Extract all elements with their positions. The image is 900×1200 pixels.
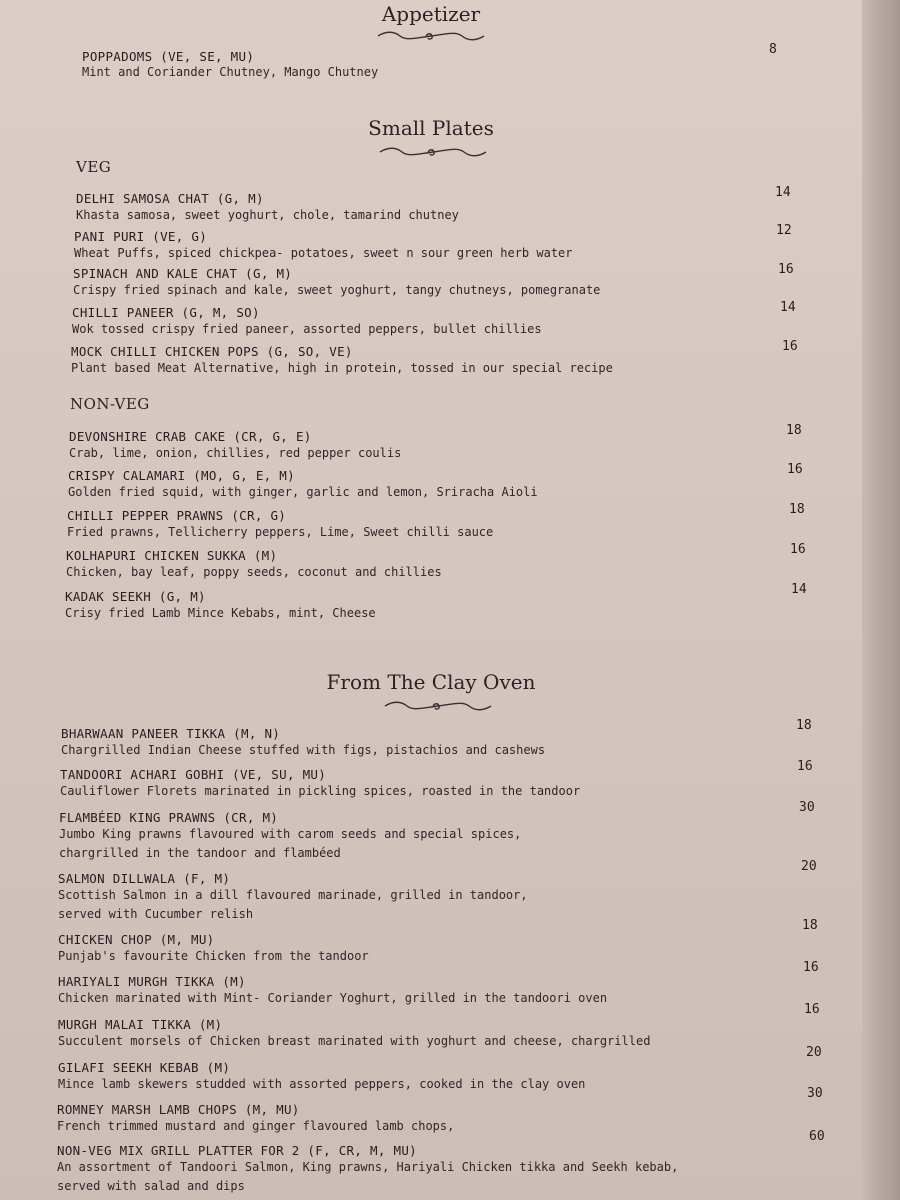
item-name: BHARWAAN PANEER TIKKA (M, N)	[61, 726, 281, 741]
menu-item	[59, 810, 849, 863]
item-name: SALMON DILLWALA (F, M)	[58, 871, 231, 886]
item-price: 20	[806, 1045, 822, 1060]
item-description: served with Cucumber relish	[58, 907, 254, 921]
item-description: Crispy fried spinach and kale, sweet yoghurt, tangy chutneys, pomegranate	[73, 283, 601, 297]
section-title-clay-oven: From The Clay Oven	[326, 670, 536, 694]
menu-item	[58, 1017, 848, 1051]
item-description: Fried prawns, Tellicherry peppers, Lime, Sweet chilli sauce	[67, 525, 494, 539]
item-price: 14	[775, 185, 791, 200]
item-name: POPPADOMS (VE, SE, MU)	[82, 49, 255, 64]
item-description: French trimmed mustard and ginger flavoured lamb chops,	[57, 1119, 455, 1133]
flourish-divider	[383, 700, 493, 712]
item-description: Plant based Meat Alternative, high in protein, tossed in our special recipe	[71, 361, 613, 375]
item-price: 30	[807, 1086, 823, 1101]
item-description: Cauliflower Florets marinated in pickling spices, roasted in the tandoor	[60, 784, 581, 798]
item-description: Punjab's favourite Chicken from the tandoor	[58, 949, 369, 963]
item-price: 18	[786, 423, 802, 438]
item-price: 16	[803, 960, 819, 975]
item-name: SPINACH AND KALE CHAT (G, M)	[73, 266, 293, 281]
item-description: Chargrilled Indian Cheese stuffed with figs, pistachios and cashews	[61, 743, 546, 757]
item-price: 18	[796, 718, 812, 733]
item-price: 16	[797, 759, 813, 774]
item-name: CHICKEN CHOP (M, MU)	[58, 932, 215, 947]
item-name: DEVONSHIRE CRAB CAKE (CR, G, E)	[69, 429, 312, 444]
menu-item	[68, 468, 858, 502]
menu-item	[58, 871, 848, 924]
item-description: Crab, lime, onion, chillies, red pepper coulis	[69, 446, 402, 460]
item-description: chargrilled in the tandoor and flambéed	[59, 846, 341, 860]
item-name: MURGH MALAI TIKKA (M)	[58, 1017, 223, 1032]
menu-item	[74, 229, 862, 263]
menu-item	[67, 508, 857, 542]
menu-item	[58, 974, 848, 1008]
flourish-divider	[376, 30, 486, 42]
item-description: Wheat Puffs, spiced chickpea- potatoes, sweet n sour green herb water	[74, 246, 573, 260]
item-price: 16	[782, 339, 798, 354]
item-description: Scottish Salmon in a dill flavoured marinade, grilled in tandoor,	[58, 888, 528, 902]
item-description: Khasta samosa, sweet yoghurt, chole, tamarind chutney	[76, 208, 459, 222]
item-description: Mince lamb skewers studded with assorted peppers, cooked in the clay oven	[58, 1077, 586, 1091]
item-name: GILAFI SEEKH KEBAB (M)	[58, 1060, 231, 1075]
item-name: ROMNEY MARSH LAMB CHOPS (M, MU)	[57, 1102, 300, 1117]
menu-item	[57, 1102, 847, 1136]
item-price: 16	[804, 1002, 820, 1017]
menu-item	[58, 1060, 848, 1094]
item-description: Succulent morsels of Chicken breast marinated with yoghurt and cheese, chargrilled	[58, 1034, 651, 1048]
group-label-veg: VEG	[76, 158, 112, 176]
item-price: 30	[799, 800, 815, 815]
section-title-small-plates: Small Plates	[368, 116, 494, 140]
item-price: 12	[776, 223, 792, 238]
item-name: PANI PURI (VE, G)	[74, 229, 208, 244]
item-description: Wok tossed crispy fried paneer, assorted peppers, bullet chillies	[72, 322, 542, 336]
item-price: 16	[778, 262, 794, 277]
menu-item	[69, 429, 859, 463]
item-description: An assortment of Tandoori Salmon, King prawns, Hariyali Chicken tikka and Seekh kebab,	[57, 1160, 679, 1174]
item-name: DELHI SAMOSA CHAT (G, M)	[76, 191, 264, 206]
item-name: MOCK CHILLI CHICKEN POPS (G, SO, VE)	[71, 344, 353, 359]
item-name: KADAK SEEKH (G, M)	[65, 589, 206, 604]
item-price: 18	[789, 502, 805, 517]
item-name: FLAMBÉED KING PRAWNS (CR, M)	[59, 810, 279, 825]
item-name: CHILLI PEPPER PRAWNS (CR, G)	[67, 508, 287, 523]
item-price: 16	[790, 542, 806, 557]
item-price: 60	[809, 1129, 825, 1144]
group-label-non-veg: NON-VEG	[70, 395, 150, 413]
item-description: Crisy fried Lamb Mince Kebabs, mint, Cheese	[65, 606, 376, 620]
item-name: TANDOORI ACHARI GOBHI (VE, SU, MU)	[60, 767, 327, 782]
item-price: 14	[791, 582, 807, 597]
item-price: 8	[769, 42, 777, 57]
item-name: NON-VEG MIX GRILL PLATTER FOR 2 (F, CR, M, MU)	[57, 1143, 417, 1158]
menu-item	[82, 49, 862, 81]
menu-item	[76, 191, 862, 225]
item-name: HARIYALI MURGH TIKKA (M)	[58, 974, 246, 989]
menu-item	[60, 767, 850, 801]
page-edge	[862, 0, 900, 1200]
item-price: 16	[787, 462, 803, 477]
menu-item	[61, 726, 851, 760]
flourish-divider	[378, 146, 488, 158]
item-price: 14	[780, 300, 796, 315]
menu-item	[72, 305, 862, 339]
item-name: KOLHAPURI CHICKEN SUKKA (M)	[66, 548, 278, 563]
menu-item	[58, 932, 848, 966]
item-description: Golden fried squid, with ginger, garlic and lemon, Sriracha Aioli	[68, 485, 538, 499]
item-price: 20	[801, 859, 817, 874]
item-description: Mint and Coriander Chutney, Mango Chutney	[82, 65, 379, 79]
menu-item	[71, 344, 861, 378]
menu-item	[57, 1143, 847, 1196]
item-description: served with salad and dips	[57, 1179, 245, 1193]
item-description: Chicken marinated with Mint- Coriander Yoghurt, grilled in the tandoori oven	[58, 991, 608, 1005]
menu-item	[66, 548, 856, 582]
item-name: CRISPY CALAMARI (MO, G, E, M)	[68, 468, 295, 483]
item-name: CHILLI PANEER (G, M, SO)	[72, 305, 260, 320]
menu-item	[65, 589, 855, 623]
menu-item	[73, 266, 862, 300]
item-description: Chicken, bay leaf, poppy seeds, coconut and chillies	[66, 565, 442, 579]
item-description: Jumbo King prawns flavoured with carom seeds and special spices,	[59, 827, 522, 841]
item-price: 18	[802, 918, 818, 933]
section-title-appetizer: Appetizer	[381, 2, 481, 26]
